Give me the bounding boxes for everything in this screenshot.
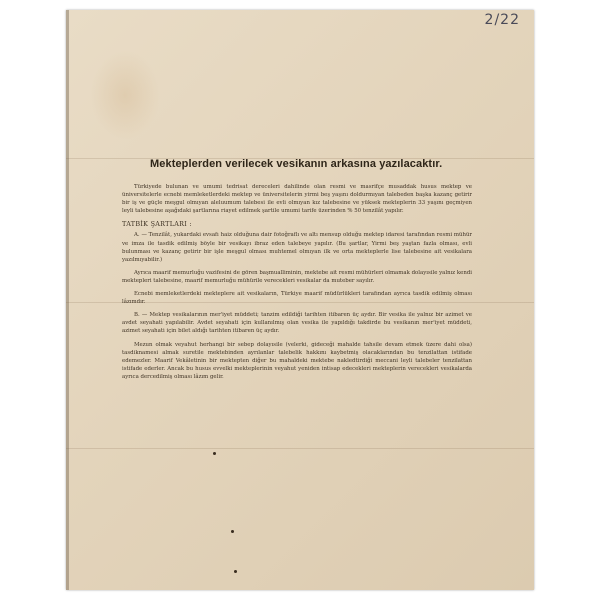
- paragraph: Mezun olmak veyahut herhangi bir sebep dolayısile (velerki, gideceği mahalde tahsile devam etmek üzere dahi olsa) tasdiknamesi almak suretile mektebinden ayrılanlar talebelik hakkını kaybetmiş olacaklarından bu tenzilattan istifade edemezler. Maarif Vekâletinin bir mektepten diğer bu mahaldeki mektebe nakledtirdiği meccani leyli talebeler tenzilattan istifade ederler. Ancak bu husus evvelki mekteplerinin veyahut yeniden intisap edecekleri mekteplerin verecekleri vesikalarda ayrıca dercedilmiş olması lâzım gelir.: [122, 341, 472, 380]
- ink-dot: [231, 530, 234, 533]
- ink-dot: [213, 452, 216, 455]
- ink-dot: [234, 570, 237, 573]
- paragraph: A. — Tenzilât, yukardaki evsafı haiz olduğuna dair fotoğraflı ve altı mensup olduğu mektep idaresi tarafından resmi mühür ve imza ile tasdik edilmiş böyle bir vesikayı ibraz eden talebeye yapılır. (Bu şartlar, Yirmi beş yaştan fazla olması, evli bulunması ve kazanç getirir bir işle meşgul olması muhtemel olmıyan ilk ve orta mekteplerle lise talebesine ait vesikalara yazılmıyabilir.): [122, 232, 472, 263]
- reference-note: 2/22: [484, 12, 520, 28]
- document-title: Mekteplerden verilecek vesikanın arkasına yazılacaktır.: [150, 158, 443, 170]
- paper-stain: [90, 50, 160, 140]
- paragraph: B. — Mektep vesikalarının mer'iyet müddeti; tanzim edildiği tarihten itibaren üç aydır. Bir vesika ile yalnız bir azimet ve avdet seyahati yapılabilir. Avdet seyahati için kullanılmış olan vesika ile yapıldığı takdirde bu vesikanın mer'iyet müddeti, azimet seyahati için bilet aldığı tarihten itibaren üç aydır.: [122, 312, 472, 335]
- document-sheet: [66, 10, 534, 590]
- document-body: [122, 183, 472, 386]
- paragraph: Ayrıca maarif memurluğu vazifesini de gören başmualliminin, mektebe ait resmi mühürleri olmamak dolayısile yalnız kendi mektepleri talebesine, maarif memurluğu mühürile verecekleri vesikalar da muteber sayılır.: [122, 269, 472, 284]
- paragraph: Ecnebi memleketlerdeki mekteplere ait vesikaların, Türkiye maarif müdürlükleri tarafından ayrıca tasdik edilmiş olması lâzımdır.: [122, 291, 472, 306]
- section-heading: TATBİK ŞARTLARI :: [122, 220, 192, 229]
- intro-paragraph: Türkiyede bulunan ve umumi tedrisat dereceleri dahilinde olan resmi ve masrifçe musaddak husus mektep ve üniversitelerle ecnebi memleketlerdeki mektep ve üniversitelerin yirmi beş yaşını doldurmıyan talebeden başka kazanç getirir bir iş ve güçle meşgul olmıyan aleluumum talebesi ile evli olmıyan kız talebesine ve yüksek mekteplerin 33 yaşını geçmiyen leyli talebesine aşağıdaki şartlarına riayet edilmek şartile umumi tarife üzerinden % 50 tenzilât yapılır.: [122, 184, 472, 215]
- fold-line: [66, 448, 534, 449]
